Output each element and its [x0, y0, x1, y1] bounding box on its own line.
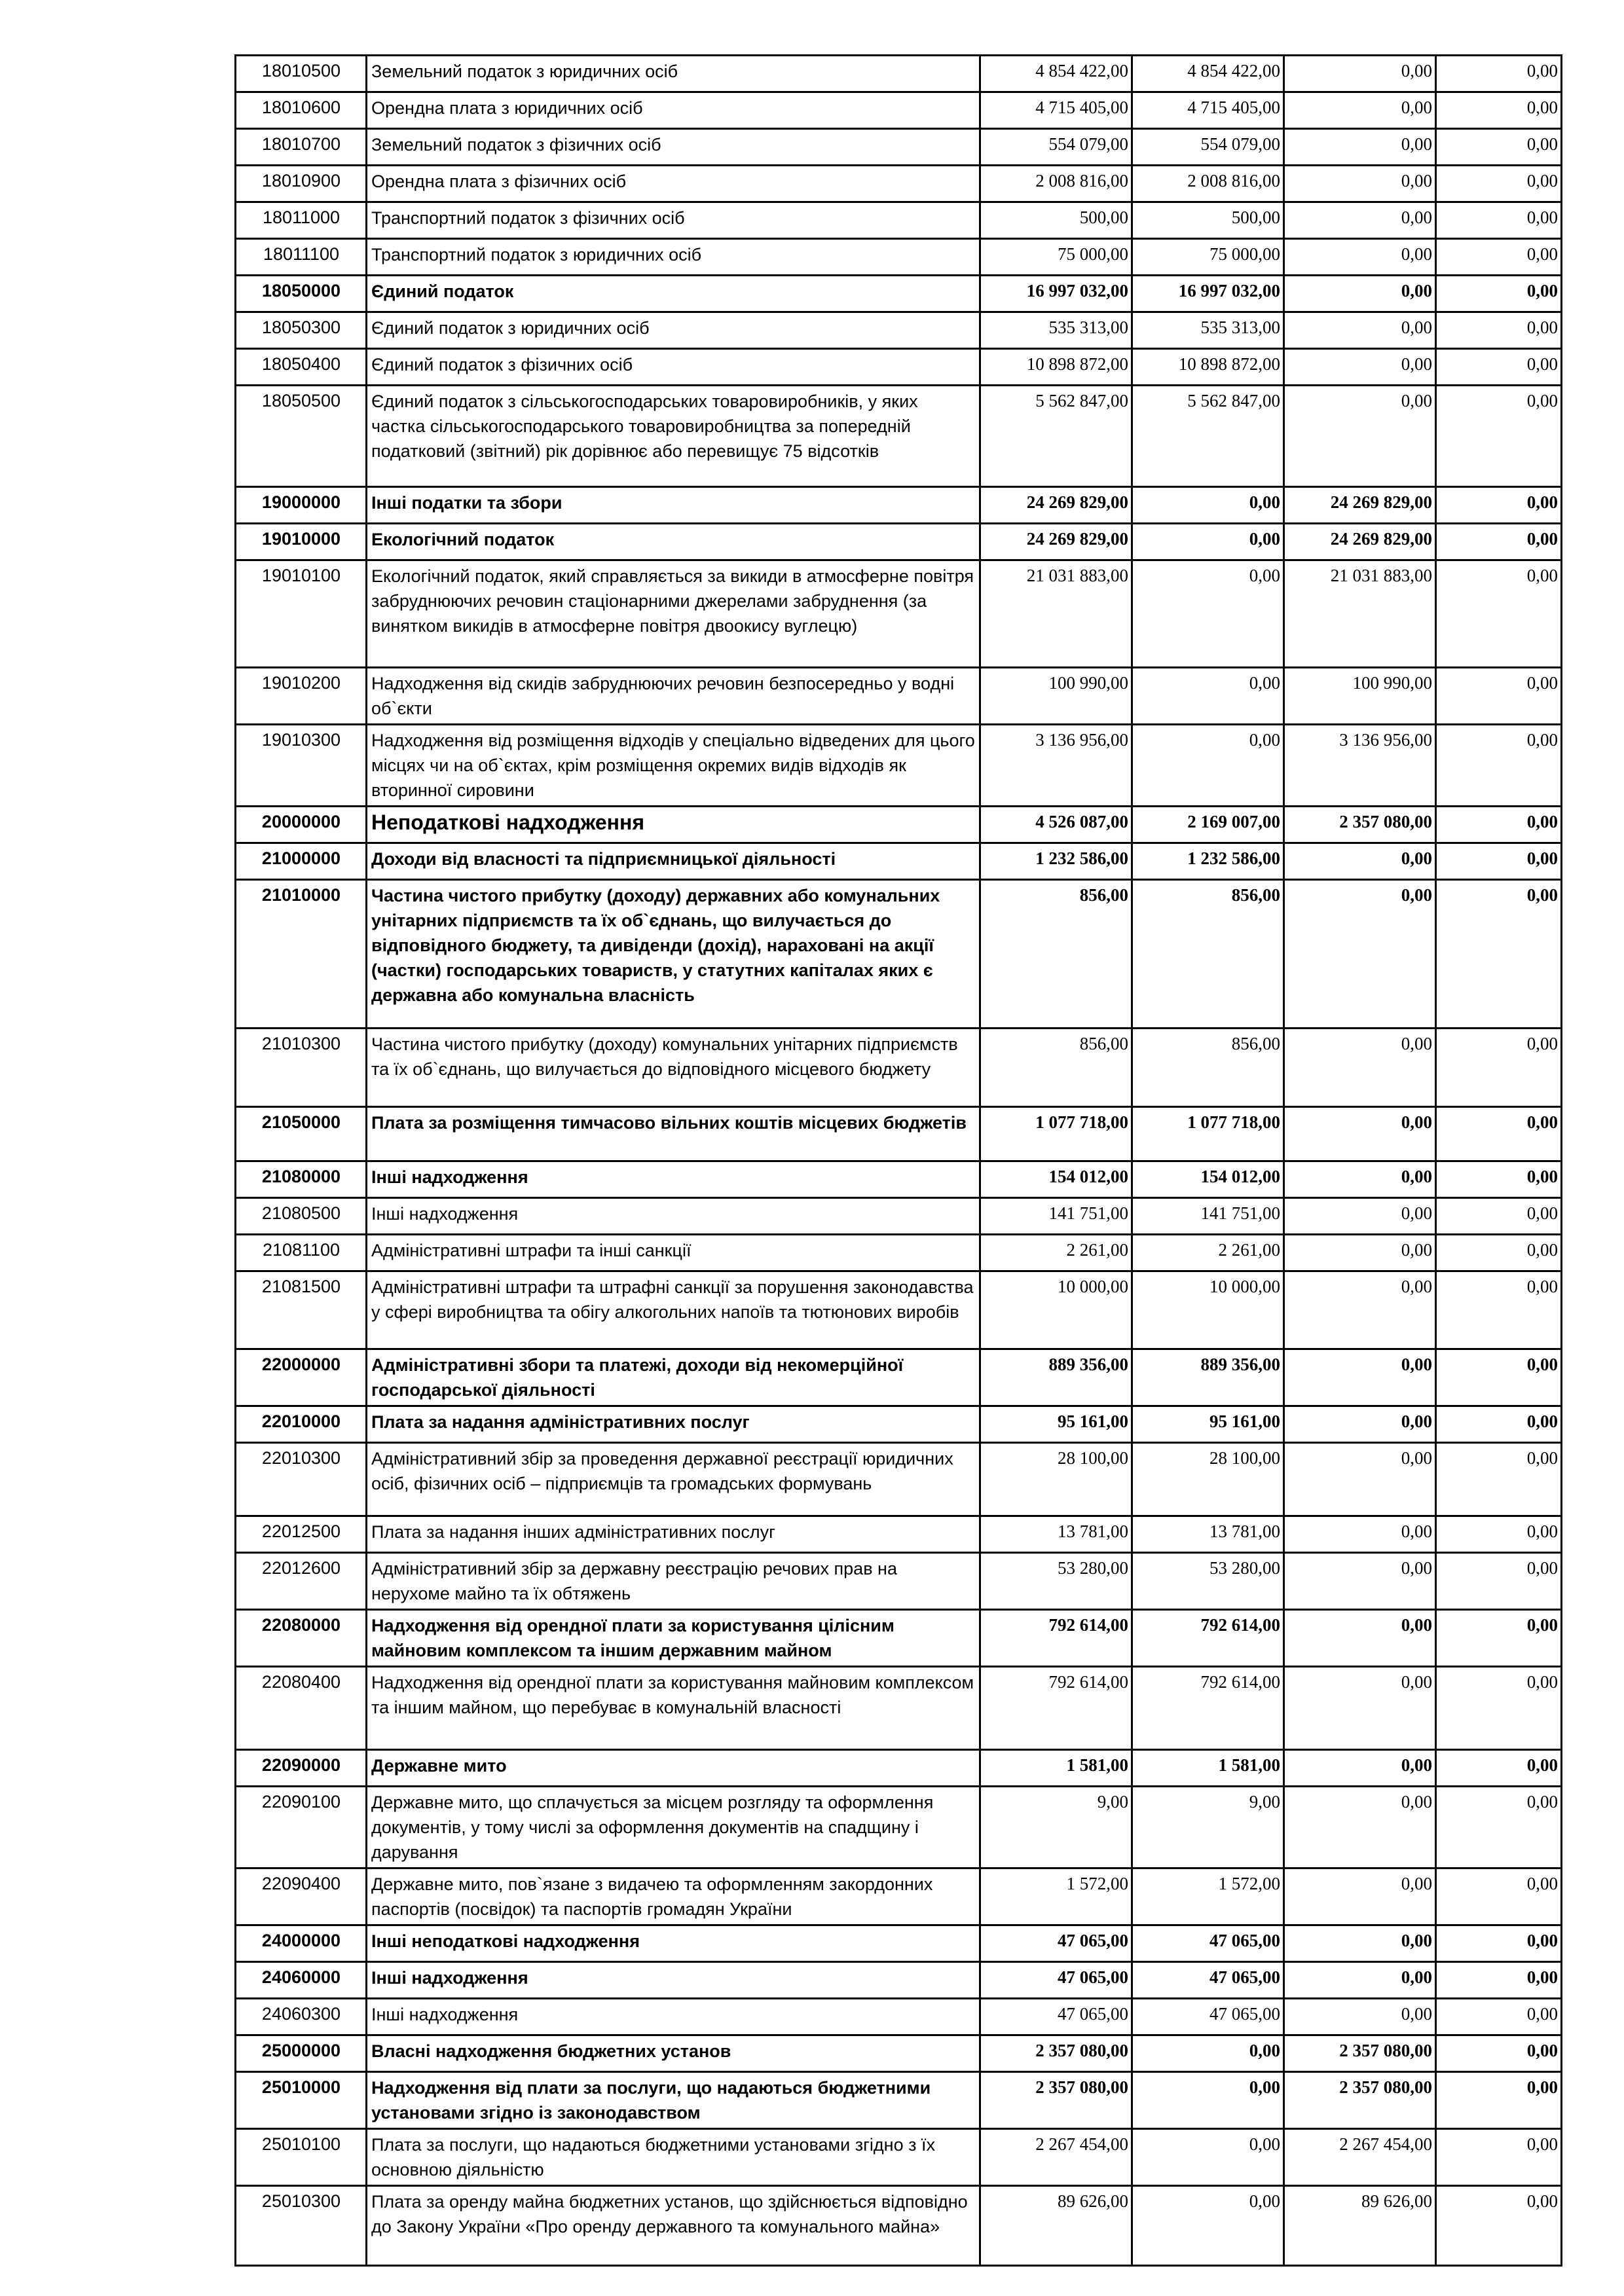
- row-name: Адміністративні штрафи та інші санкції: [367, 1235, 980, 1271]
- row-development-budget-amount: 0,00: [1436, 2035, 1562, 2072]
- row-total-amount: 47 065,00: [980, 1999, 1132, 2035]
- table-row: [236, 1999, 1562, 2035]
- row-code: 25010300: [236, 2186, 367, 2266]
- row-code: 21080000: [236, 1161, 367, 1198]
- row-total-amount: 856,00: [980, 880, 1132, 1029]
- row-code: 18050500: [236, 386, 367, 487]
- row-total-amount: 24 269 829,00: [980, 524, 1132, 560]
- row-code: 25000000: [236, 2035, 367, 2072]
- row-special-fund-amount: 0,00: [1284, 1999, 1436, 2035]
- table-row: [236, 1198, 1562, 1235]
- row-special-fund-amount: 3 136 956,00: [1284, 725, 1436, 807]
- row-total-amount: 4 526 087,00: [980, 807, 1132, 843]
- row-name: Надходження від орендної плати за користування цілісним майновим комплексом та іншим державним майном: [367, 1610, 980, 1667]
- row-name: Інші надходження: [367, 1161, 980, 1198]
- row-total-amount: 2 357 080,00: [980, 2072, 1132, 2129]
- row-code: 21000000: [236, 843, 367, 880]
- row-name: Інші надходження: [367, 1999, 980, 2035]
- row-general-fund-amount: 47 065,00: [1132, 1925, 1284, 1962]
- row-name: Орендна плата з фізичних осіб: [367, 166, 980, 202]
- table-row: [236, 725, 1562, 807]
- row-total-amount: 24 269 829,00: [980, 487, 1132, 524]
- row-development-budget-amount: 0,00: [1436, 129, 1562, 166]
- row-total-amount: 554 079,00: [980, 129, 1132, 166]
- row-general-fund-amount: 1 572,00: [1132, 1868, 1284, 1925]
- row-total-amount: 3 136 956,00: [980, 725, 1132, 807]
- row-special-fund-amount: 0,00: [1284, 166, 1436, 202]
- row-total-amount: 792 614,00: [980, 1610, 1132, 1667]
- row-name: Неподаткові надходження: [367, 807, 980, 843]
- row-total-amount: 100 990,00: [980, 668, 1132, 725]
- row-name: Єдиний податок: [367, 276, 980, 312]
- table-row: [236, 1029, 1562, 1107]
- row-total-amount: 53 280,00: [980, 1553, 1132, 1610]
- row-development-budget-amount: 0,00: [1436, 1161, 1562, 1198]
- row-development-budget-amount: 0,00: [1436, 386, 1562, 487]
- row-general-fund-amount: 2 169 007,00: [1132, 807, 1284, 843]
- table-row: [236, 1235, 1562, 1271]
- row-general-fund-amount: 75 000,00: [1132, 239, 1284, 276]
- row-special-fund-amount: 0,00: [1284, 843, 1436, 880]
- row-code: 24060000: [236, 1962, 367, 1999]
- row-development-budget-amount: 0,00: [1436, 1029, 1562, 1107]
- row-special-fund-amount: 0,00: [1284, 386, 1436, 487]
- row-code: 18010600: [236, 92, 367, 129]
- row-name: Адміністративний збір за проведення державної реєстрації юридичних осіб, фізичних осіб – підприємців та громадських формувань: [367, 1443, 980, 1516]
- row-development-budget-amount: 0,00: [1436, 1443, 1562, 1516]
- row-general-fund-amount: 0,00: [1132, 668, 1284, 725]
- row-code: 21010000: [236, 880, 367, 1029]
- row-total-amount: 856,00: [980, 1029, 1132, 1107]
- row-special-fund-amount: 24 269 829,00: [1284, 524, 1436, 560]
- row-total-amount: 141 751,00: [980, 1198, 1132, 1235]
- row-code: 22090400: [236, 1868, 367, 1925]
- row-general-fund-amount: 535 313,00: [1132, 312, 1284, 349]
- row-total-amount: 47 065,00: [980, 1925, 1132, 1962]
- row-general-fund-amount: 554 079,00: [1132, 129, 1284, 166]
- row-total-amount: 1 077 718,00: [980, 1107, 1132, 1161]
- table-row: [236, 1610, 1562, 1667]
- row-development-budget-amount: 0,00: [1436, 1925, 1562, 1962]
- row-development-budget-amount: 0,00: [1436, 202, 1562, 239]
- row-name: Інші податки та збори: [367, 487, 980, 524]
- row-development-budget-amount: 0,00: [1436, 2072, 1562, 2129]
- row-general-fund-amount: 0,00: [1132, 725, 1284, 807]
- table-row: [236, 2035, 1562, 2072]
- row-name: Надходження від скидів забруднюючих речовин безпосередньо у водні об`єкти: [367, 668, 980, 725]
- row-code: 20000000: [236, 807, 367, 843]
- row-code: 18010900: [236, 166, 367, 202]
- row-special-fund-amount: 0,00: [1284, 1868, 1436, 1925]
- table-row: [236, 524, 1562, 560]
- row-general-fund-amount: 1 581,00: [1132, 1750, 1284, 1787]
- row-name: Плата за надання адміністративних послуг: [367, 1406, 980, 1443]
- row-name: Екологічний податок, який справляється за викиди в атмосферне повітря забруднюючих речовин стаціонарними джерелами забруднення (за винятком викидів в атмосферне повітря двоокису вуглецю): [367, 560, 980, 668]
- table-row: [236, 386, 1562, 487]
- row-general-fund-amount: 0,00: [1132, 524, 1284, 560]
- row-development-budget-amount: 0,00: [1436, 560, 1562, 668]
- row-code: 25010100: [236, 2129, 367, 2186]
- row-code: 24060300: [236, 1999, 367, 2035]
- row-development-budget-amount: 0,00: [1436, 1787, 1562, 1868]
- row-development-budget-amount: 0,00: [1436, 668, 1562, 725]
- row-special-fund-amount: 0,00: [1284, 56, 1436, 92]
- row-development-budget-amount: 0,00: [1436, 2186, 1562, 2266]
- table-row: [236, 1868, 1562, 1925]
- row-code: 22010000: [236, 1406, 367, 1443]
- row-development-budget-amount: 0,00: [1436, 1406, 1562, 1443]
- row-code: 19010200: [236, 668, 367, 725]
- row-special-fund-amount: 0,00: [1284, 312, 1436, 349]
- row-general-fund-amount: 2 008 816,00: [1132, 166, 1284, 202]
- row-development-budget-amount: 0,00: [1436, 1999, 1562, 2035]
- row-general-fund-amount: 10 000,00: [1132, 1271, 1284, 1349]
- row-total-amount: 28 100,00: [980, 1443, 1132, 1516]
- table-row: [236, 1787, 1562, 1868]
- row-total-amount: 154 012,00: [980, 1161, 1132, 1198]
- row-special-fund-amount: 100 990,00: [1284, 668, 1436, 725]
- row-special-fund-amount: 0,00: [1284, 1610, 1436, 1667]
- row-code: 22090000: [236, 1750, 367, 1787]
- row-total-amount: 75 000,00: [980, 239, 1132, 276]
- table-row: [236, 1925, 1562, 1962]
- row-general-fund-amount: 500,00: [1132, 202, 1284, 239]
- row-name: Доходи від власності та підприємницької діяльності: [367, 843, 980, 880]
- row-general-fund-amount: 0,00: [1132, 2186, 1284, 2266]
- row-development-budget-amount: 0,00: [1436, 1349, 1562, 1406]
- row-general-fund-amount: 13 781,00: [1132, 1516, 1284, 1553]
- table-row: [236, 312, 1562, 349]
- row-development-budget-amount: 0,00: [1436, 487, 1562, 524]
- row-development-budget-amount: 0,00: [1436, 1271, 1562, 1349]
- row-name: Плата за надання інших адміністративних послуг: [367, 1516, 980, 1553]
- row-code: 21081100: [236, 1235, 367, 1271]
- row-general-fund-amount: 856,00: [1132, 880, 1284, 1029]
- table-row: [236, 56, 1562, 92]
- row-code: 22012500: [236, 1516, 367, 1553]
- row-development-budget-amount: 0,00: [1436, 92, 1562, 129]
- row-special-fund-amount: 0,00: [1284, 1161, 1436, 1198]
- table-row: [236, 807, 1562, 843]
- row-general-fund-amount: 2 261,00: [1132, 1235, 1284, 1271]
- row-name: Транспортний податок з фізичних осіб: [367, 202, 980, 239]
- row-code: 21080500: [236, 1198, 367, 1235]
- row-special-fund-amount: 0,00: [1284, 1271, 1436, 1349]
- table-row: [236, 1406, 1562, 1443]
- row-special-fund-amount: 0,00: [1284, 276, 1436, 312]
- row-special-fund-amount: 0,00: [1284, 1787, 1436, 1868]
- row-special-fund-amount: 0,00: [1284, 349, 1436, 386]
- row-total-amount: 889 356,00: [980, 1349, 1132, 1406]
- row-code: 19010000: [236, 524, 367, 560]
- row-special-fund-amount: 0,00: [1284, 1406, 1436, 1443]
- table-row: [236, 239, 1562, 276]
- row-name: Частина чистого прибутку (доходу) державних або комунальних унітарних підприємств та їх об`єднань, що вилучається до відповідного бюджету, та дивіденди (дохід), нараховані на акції (частки) господарських товариств, у статутних капіталах яких є державна або комунальна власність: [367, 880, 980, 1029]
- row-total-amount: 1 572,00: [980, 1868, 1132, 1925]
- row-general-fund-amount: 47 065,00: [1132, 1962, 1284, 1999]
- row-development-budget-amount: 0,00: [1436, 725, 1562, 807]
- row-name: Адміністративні штрафи та штрафні санкції за порушення законодавства у сфері виробництва та обігу алкогольних напоїв та тютюнових виробів: [367, 1271, 980, 1349]
- row-general-fund-amount: 10 898 872,00: [1132, 349, 1284, 386]
- row-special-fund-amount: 0,00: [1284, 1029, 1436, 1107]
- row-development-budget-amount: 0,00: [1436, 1516, 1562, 1553]
- table-row: [236, 1161, 1562, 1198]
- row-code: 21050000: [236, 1107, 367, 1161]
- row-name: Власні надходження бюджетних установ: [367, 2035, 980, 2072]
- row-name: Єдиний податок з юридичних осіб: [367, 312, 980, 349]
- row-total-amount: 1 232 586,00: [980, 843, 1132, 880]
- row-name: Плата за розміщення тимчасово вільних коштів місцевих бюджетів: [367, 1107, 980, 1161]
- row-general-fund-amount: 95 161,00: [1132, 1406, 1284, 1443]
- row-special-fund-amount: 0,00: [1284, 92, 1436, 129]
- row-name: Інші надходження: [367, 1198, 980, 1235]
- table-row: [236, 1271, 1562, 1349]
- table-row: [236, 1750, 1562, 1787]
- table-row: [236, 843, 1562, 880]
- row-special-fund-amount: 0,00: [1284, 1962, 1436, 1999]
- row-total-amount: 2 261,00: [980, 1235, 1132, 1271]
- row-code: 19010300: [236, 725, 367, 807]
- row-special-fund-amount: 0,00: [1284, 202, 1436, 239]
- row-general-fund-amount: 0,00: [1132, 560, 1284, 668]
- row-name: Земельний податок з юридичних осіб: [367, 56, 980, 92]
- row-code: 22012600: [236, 1553, 367, 1610]
- row-general-fund-amount: 141 751,00: [1132, 1198, 1284, 1235]
- row-development-budget-amount: 0,00: [1436, 56, 1562, 92]
- revenue-table: [234, 54, 1562, 2267]
- row-name: Державне мито, що сплачується за місцем розгляду та оформлення документів, у тому числі за оформлення документів на спадщину і дарування: [367, 1787, 980, 1868]
- row-general-fund-amount: 5 562 847,00: [1132, 386, 1284, 487]
- row-general-fund-amount: 792 614,00: [1132, 1610, 1284, 1667]
- row-code: 18050000: [236, 276, 367, 312]
- row-general-fund-amount: 47 065,00: [1132, 1999, 1284, 2035]
- row-development-budget-amount: 0,00: [1436, 1868, 1562, 1925]
- row-development-budget-amount: 0,00: [1436, 239, 1562, 276]
- table-row: [236, 276, 1562, 312]
- row-total-amount: 2 357 080,00: [980, 2035, 1132, 2072]
- row-name: Частина чистого прибутку (доходу) комунальних унітарних підприємств та їх об`єднань, що вилучається до відповідного місцевого бюджету: [367, 1029, 980, 1107]
- row-general-fund-amount: 889 356,00: [1132, 1349, 1284, 1406]
- row-development-budget-amount: 0,00: [1436, 276, 1562, 312]
- row-special-fund-amount: 2 267 454,00: [1284, 2129, 1436, 2186]
- row-development-budget-amount: 0,00: [1436, 524, 1562, 560]
- row-code: 22080400: [236, 1667, 367, 1750]
- table-row: [236, 1516, 1562, 1553]
- row-code: 25010000: [236, 2072, 367, 2129]
- row-special-fund-amount: 0,00: [1284, 1443, 1436, 1516]
- row-name: Надходження від орендної плати за користування майновим комплексом та іншим майном, що перебуває в комунальній власності: [367, 1667, 980, 1750]
- row-total-amount: 95 161,00: [980, 1406, 1132, 1443]
- table-row: [236, 668, 1562, 725]
- row-general-fund-amount: 1 232 586,00: [1132, 843, 1284, 880]
- row-general-fund-amount: 856,00: [1132, 1029, 1284, 1107]
- table-row: [236, 1443, 1562, 1516]
- table-row: [236, 1349, 1562, 1406]
- row-development-budget-amount: 0,00: [1436, 1235, 1562, 1271]
- row-name: Адміністративний збір за державну реєстрацію речових прав на нерухоме майно та їх обтяжень: [367, 1553, 980, 1610]
- row-code: 19000000: [236, 487, 367, 524]
- row-code: 18010500: [236, 56, 367, 92]
- row-name: Земельний податок з фізичних осіб: [367, 129, 980, 166]
- row-development-budget-amount: 0,00: [1436, 843, 1562, 880]
- row-development-budget-amount: 0,00: [1436, 807, 1562, 843]
- row-special-fund-amount: 2 357 080,00: [1284, 2035, 1436, 2072]
- row-general-fund-amount: 4 854 422,00: [1132, 56, 1284, 92]
- row-name: Єдиний податок з сільськогосподарських товаровиробників, у яких частка сільськогосподарського товаровиробництва за попередній податковий (звітний) рік дорівнює або перевищує 75 відсотків: [367, 386, 980, 487]
- row-development-budget-amount: 0,00: [1436, 1198, 1562, 1235]
- row-total-amount: 9,00: [980, 1787, 1132, 1868]
- row-total-amount: 792 614,00: [980, 1667, 1132, 1750]
- row-code: 22090100: [236, 1787, 367, 1868]
- row-special-fund-amount: 0,00: [1284, 1553, 1436, 1610]
- row-name: Транспортний податок з юридичних осіб: [367, 239, 980, 276]
- revenue-table-body: [236, 56, 1562, 2266]
- row-name: Адміністративні збори та платежі, доходи від некомерційної господарської діяльності: [367, 1349, 980, 1406]
- row-total-amount: 1 581,00: [980, 1750, 1132, 1787]
- row-code: 18050300: [236, 312, 367, 349]
- row-general-fund-amount: 792 614,00: [1132, 1667, 1284, 1750]
- row-code: 19010100: [236, 560, 367, 668]
- table-row: [236, 2072, 1562, 2129]
- row-name: Інші неподаткові надходження: [367, 1925, 980, 1962]
- row-development-budget-amount: 0,00: [1436, 1610, 1562, 1667]
- table-row: [236, 349, 1562, 386]
- row-name: Плата за послуги, що надаються бюджетними установами згідно з їх основною діяльністю: [367, 2129, 980, 2186]
- row-total-amount: 4 854 422,00: [980, 56, 1132, 92]
- table-row: [236, 129, 1562, 166]
- table-row: [236, 1962, 1562, 1999]
- row-total-amount: 16 997 032,00: [980, 276, 1132, 312]
- row-special-fund-amount: 0,00: [1284, 1516, 1436, 1553]
- row-development-budget-amount: 0,00: [1436, 880, 1562, 1029]
- row-development-budget-amount: 0,00: [1436, 349, 1562, 386]
- row-special-fund-amount: 0,00: [1284, 1349, 1436, 1406]
- row-development-budget-amount: 0,00: [1436, 1553, 1562, 1610]
- table-row: [236, 1553, 1562, 1610]
- row-special-fund-amount: 0,00: [1284, 1750, 1436, 1787]
- row-code: 21010300: [236, 1029, 367, 1107]
- row-special-fund-amount: 2 357 080,00: [1284, 807, 1436, 843]
- row-special-fund-amount: 0,00: [1284, 1667, 1436, 1750]
- row-name: Надходження від плати за послуги, що надаються бюджетними установами згідно із законодавством: [367, 2072, 980, 2129]
- row-code: 22010300: [236, 1443, 367, 1516]
- row-development-budget-amount: 0,00: [1436, 1962, 1562, 1999]
- row-name: Державне мито: [367, 1750, 980, 1787]
- row-total-amount: 2 267 454,00: [980, 2129, 1132, 2186]
- row-special-fund-amount: 0,00: [1284, 1235, 1436, 1271]
- row-development-budget-amount: 0,00: [1436, 312, 1562, 349]
- row-general-fund-amount: 1 077 718,00: [1132, 1107, 1284, 1161]
- table-row: [236, 1107, 1562, 1161]
- table-row: [236, 880, 1562, 1029]
- row-total-amount: 10 898 872,00: [980, 349, 1132, 386]
- table-row: [236, 2186, 1562, 2266]
- row-code: 18011100: [236, 239, 367, 276]
- row-name: Плата за оренду майна бюджетних установ, що здійснюється відповідно до Закону України «Про оренду державного та комунального майна»: [367, 2186, 980, 2266]
- row-code: 21081500: [236, 1271, 367, 1349]
- row-code: 22080000: [236, 1610, 367, 1667]
- row-name: Інші надходження: [367, 1962, 980, 1999]
- row-total-amount: 500,00: [980, 202, 1132, 239]
- row-total-amount: 4 715 405,00: [980, 92, 1132, 129]
- row-total-amount: 10 000,00: [980, 1271, 1132, 1349]
- row-general-fund-amount: 9,00: [1132, 1787, 1284, 1868]
- row-total-amount: 535 313,00: [980, 312, 1132, 349]
- row-general-fund-amount: 154 012,00: [1132, 1161, 1284, 1198]
- row-general-fund-amount: 4 715 405,00: [1132, 92, 1284, 129]
- row-total-amount: 47 065,00: [980, 1962, 1132, 1999]
- row-total-amount: 89 626,00: [980, 2186, 1132, 2266]
- row-special-fund-amount: 0,00: [1284, 1198, 1436, 1235]
- row-general-fund-amount: 0,00: [1132, 2035, 1284, 2072]
- table-row: [236, 560, 1562, 668]
- table-row: [236, 166, 1562, 202]
- row-total-amount: 13 781,00: [980, 1516, 1132, 1553]
- row-code: 24000000: [236, 1925, 367, 1962]
- row-special-fund-amount: 0,00: [1284, 1925, 1436, 1962]
- document-page: [234, 54, 1560, 2267]
- row-development-budget-amount: 0,00: [1436, 1667, 1562, 1750]
- row-special-fund-amount: 0,00: [1284, 239, 1436, 276]
- row-name: Орендна плата з юридичних осіб: [367, 92, 980, 129]
- table-row: [236, 1667, 1562, 1750]
- row-code: 22000000: [236, 1349, 367, 1406]
- table-row: [236, 92, 1562, 129]
- row-special-fund-amount: 0,00: [1284, 129, 1436, 166]
- row-name: Екологічний податок: [367, 524, 980, 560]
- row-special-fund-amount: 24 269 829,00: [1284, 487, 1436, 524]
- table-row: [236, 2129, 1562, 2186]
- row-general-fund-amount: 0,00: [1132, 487, 1284, 524]
- row-total-amount: 21 031 883,00: [980, 560, 1132, 668]
- row-general-fund-amount: 28 100,00: [1132, 1443, 1284, 1516]
- row-general-fund-amount: 16 997 032,00: [1132, 276, 1284, 312]
- row-code: 18011000: [236, 202, 367, 239]
- row-code: 18050400: [236, 349, 367, 386]
- row-development-budget-amount: 0,00: [1436, 1107, 1562, 1161]
- row-general-fund-amount: 0,00: [1132, 2072, 1284, 2129]
- row-development-budget-amount: 0,00: [1436, 1750, 1562, 1787]
- row-total-amount: 2 008 816,00: [980, 166, 1132, 202]
- row-special-fund-amount: 0,00: [1284, 1107, 1436, 1161]
- row-code: 18010700: [236, 129, 367, 166]
- row-special-fund-amount: 2 357 080,00: [1284, 2072, 1436, 2129]
- row-special-fund-amount: 89 626,00: [1284, 2186, 1436, 2266]
- table-row: [236, 202, 1562, 239]
- row-general-fund-amount: 53 280,00: [1132, 1553, 1284, 1610]
- row-name: Надходження від розміщення відходів у спеціально відведених для цього місцях чи на об`єктах, крім розміщення окремих видів відходів як вторинної сировини: [367, 725, 980, 807]
- row-name: Державне мито, пов`язане з видачею та оформленням закордонних паспортів (посвідок) та паспортів громадян України: [367, 1868, 980, 1925]
- row-development-budget-amount: 0,00: [1436, 166, 1562, 202]
- table-row: [236, 487, 1562, 524]
- row-general-fund-amount: 0,00: [1132, 2129, 1284, 2186]
- row-development-budget-amount: 0,00: [1436, 2129, 1562, 2186]
- row-total-amount: 5 562 847,00: [980, 386, 1132, 487]
- row-special-fund-amount: 0,00: [1284, 880, 1436, 1029]
- row-name: Єдиний податок з фізичних осіб: [367, 349, 980, 386]
- row-special-fund-amount: 21 031 883,00: [1284, 560, 1436, 668]
